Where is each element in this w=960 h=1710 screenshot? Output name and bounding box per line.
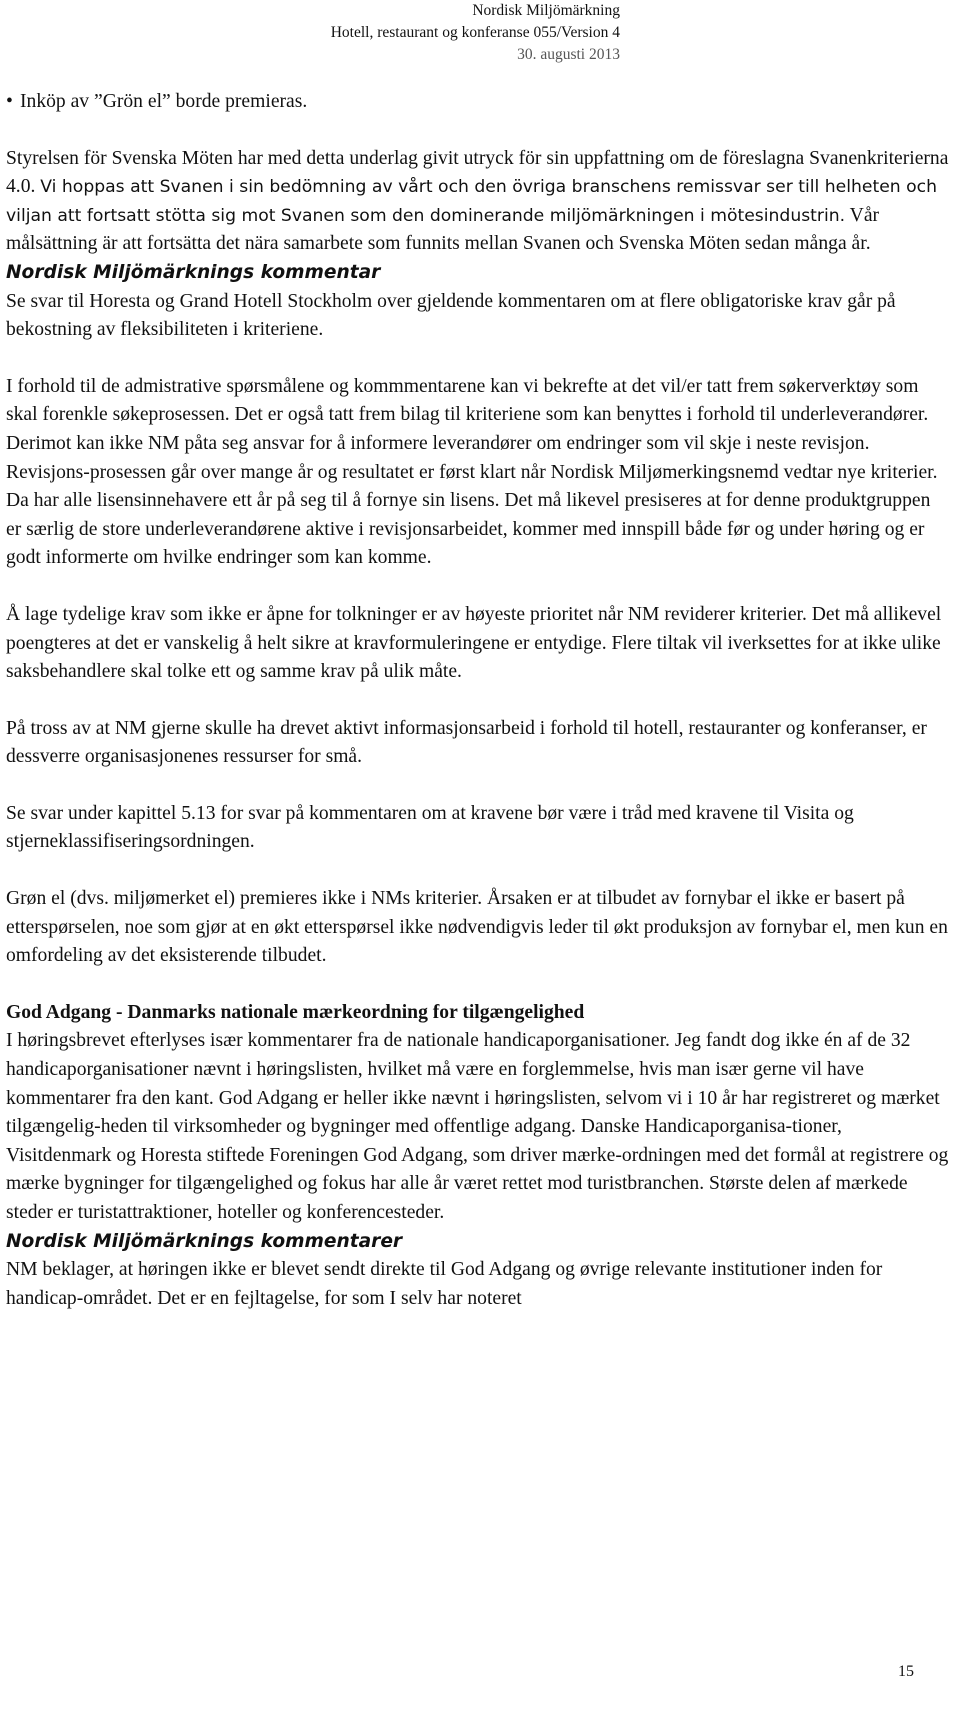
section-heading-nm-comment: Nordisk Miljömärknings kommentar [6,261,381,283]
header-org: Nordisk Miljömärkning [472,2,620,19]
bullet-icon: • [6,91,13,112]
paragraph-green-electricity: Grøn el (dvs. miljømerket el) premieres ikke i NMs kriterier. Årsaken er at tilbudet av fornybar el ikke er basert på etterspørselen, noe som gjør at en økt etterspørsel ikke nødvendigvis leder til økt produksjon av fornybar el, men kun en omfordeling av det eksisterende tilbudet. [6,888,948,967]
paragraph-nm-regrets: NM beklager, at høringen ikke er blevet sendt direkte til God Adgang og øvrige relevante institutioner inden for handicap-området. Det er en fejltagelse, for som I selv har noteret [6,1259,883,1309]
paragraph-part-sans: Vi hoppas att Svanen i sin bedömning av vårt och den övriga branschens remissvar ser till helheten och viljan att fortsatt stötta sig mot Svanen som den dominerande miljömärkningen i mötesindustrin. [6,177,937,226]
section-heading-god-adgang: God Adgang - Danmarks nationale mærkeordning for tilgængelighed [6,1001,585,1023]
bullet-item [6,88,950,117]
section-heading-nm-comments: Nordisk Miljömärknings kommentarer [6,1230,403,1252]
page-number: 15 [898,1663,914,1680]
page-header [320,0,620,66]
paragraph-clear-requirements: Å lage tydelige krav som ikke er åpne for tolkninger er av høyeste prioritet når NM reviderer kriterier. Det må allikevel poengteres at det er vanskelig å helt sikre at kravformuleringene er entydige. Flere tiltak vil iverksettes for at ikke ulike saksbehandlere skal tolke ett og samme krav på ulik måte. [6,603,942,683]
paragraph-part-serif: Styrelsen för Svenska Möten har med detta underlag givit utryck för sin uppfattning om de föreslagna Svanenkriterierna 4.0. [6,147,949,198]
paragraph-chapter-reference: Se svar under kapittel 5.13 for svar på kommentaren om at kravene bør være i tråd med kravene til Visita og stjerneklassifiseringsordningen. [6,802,854,853]
paragraph-administrative: I forhold til de admistrative spørsmålene og kommmentarene kan vi bekrefte at det vil/er tatt frem søkerverktøy som skal forenkle søkeprosessen. Det er også tatt frem bilag til kriteriene som kan benyttes i forhold til underleverandører. Derimot kan ikke NM påta seg ansvar for å informere leverandører om endringer som vil skje i neste revisjon. Revisjons-prosessen går over mange år og resultatet er først klart når Nordisk Miljømerkingsnemd vedtar nye kriterier. Da har alle lisensinnehavere ett år på seg til å fornye sin lisens. Det må likevel presiseres at for denne produktgruppen er særlig de store underleverandørene aktive i revisjonsarbeidet, kommer med innspill både før og under høring og er godt informerte om hvilke endringer som kan komme. [6,375,938,569]
header-subtitle: Hotell, restaurant og konferanse 055/Version 4 [330,24,620,41]
paragraph-hearing-letter: I høringsbrevet efterlyses især kommentarer fra de nationale handicaporganisationer. Jeg fandt dog ikke én af de 32 handicaporganisationer nævnt i høringslisten, hvilket må være en forglemmelse, hvis man især gerne vil have kommentarer fra den kant. God Adgang er heller ikke nævnt i høringslisten, selvom vi i 10 år har registreret og mærket tilgængelig-heden til virksomheder og bygninger med offentlige adgang. Danske Handicaporganisa-tioner, Visitdenmark og Horesta stiftede Foreningen God Adgang, som driver mærke-ordningen med det formål at registrere og mærke bygninger for tilgængelighed og fokus har alle år været rettet mod turistbranchen. Største delen af mærkede steder er turistattraktioner, hoteller og konferencesteder. [6,1030,949,1223]
paragraph-information-work: På tross av at NM gjerne skulle ha drevet aktivt informasjonsarbeid i forhold til hotell, restauranter og konferanser, er dessverre organisasjonenes ressurser for små. [6,717,927,768]
paragraph-svenska-moten [6,145,950,259]
header-date: 30. augusti 2013 [517,46,620,63]
paragraph-horesta: Se svar til Horesta og Grand Hotell Stockholm over gjeldende kommentaren om at flere obligatoriske krav går på bekostning av fleksibiliteten i kriteriene. [6,290,896,341]
document-body [6,88,950,1313]
bullet-text: Inköp av ”Grön el” borde premieras. [20,91,308,112]
paragraph-part-end: Vår målsättning är att fortsätta det nära samarbete som funnits mellan Svanen och Svenska Möten sedan många år. [6,204,880,255]
